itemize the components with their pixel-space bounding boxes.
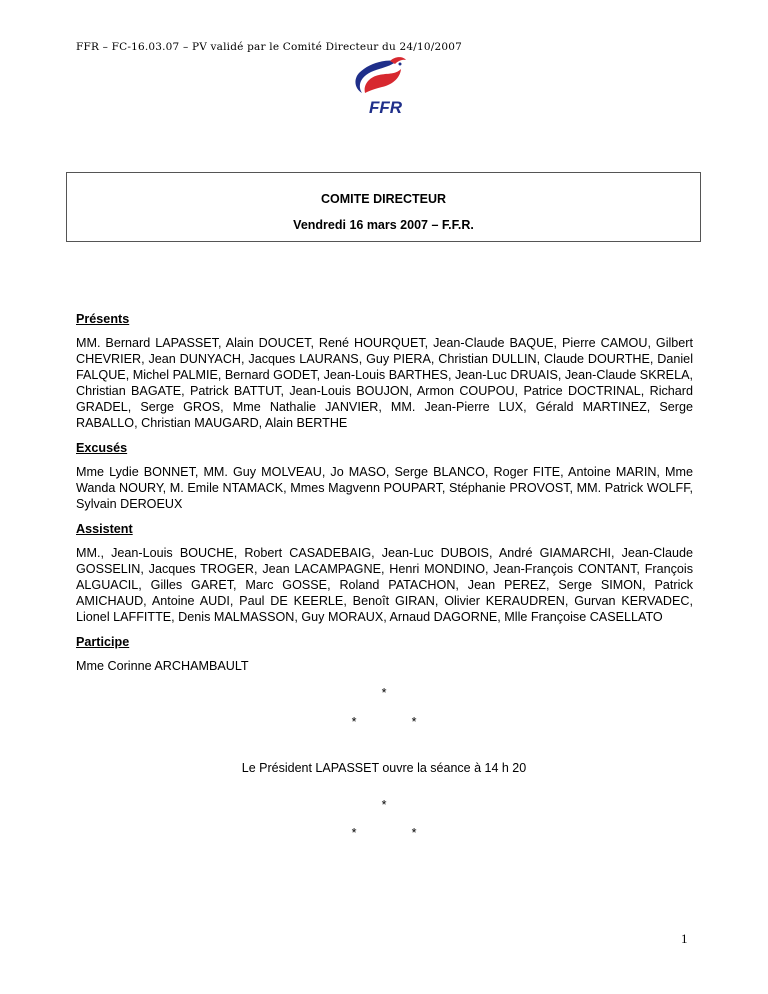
svg-text:FFR: FFR [369, 98, 403, 117]
document-title: COMITE DIRECTEUR [321, 192, 446, 206]
attendance-content [76, 311, 693, 674]
separator-stars-bottom-2: * * [351, 826, 417, 840]
opening-statement: Le Président LAPASSET ouvre la séance à 14 h 20 [241, 761, 527, 775]
participe-heading: Participe [76, 635, 130, 649]
presents-list: MM. Bernard LAPASSET, Alain DOUCET, René HOURQUET, Jean-Claude BAQUE, Pierre CAMOU, Gilbert CHEVRIER, Jean DUNYACH, Jacques LAURANS, Guy PIERA, Christian DULLIN, Claude DOURTHE, Daniel FALQUE, Michel PALMIE, Bernard GODET, Jean-Louis BARTHES, Jean-Luc DRUAIS, Jean-Claude SKRELA, Christian BAGATE, Patrick BATTUT, Jean-Louis BOUJON, Armon COUPOU, Patrice DOCTRINAL, Richard GRADEL, Serge GROS, Mme Nathalie JANVIER, MM. Jean-Pierre LUX, Gérald MARTINEZ, Serge RABALLO, Christian MAUGARD, Alain BERTHE [76, 336, 693, 430]
document-reference: FFR – FC-16.03.07 – PV validé par le Comité Directeur du 24/10/2007 [76, 41, 462, 53]
ffr-rooster-icon [345, 55, 417, 121]
ffr-logo [345, 55, 417, 121]
document-date: Vendredi 16 mars 2007 – F.F.R. [293, 218, 474, 232]
presents-heading: Présents [76, 312, 130, 326]
assistent-list: MM., Jean-Louis BOUCHE, Robert CASADEBAIG, Jean-Luc DUBOIS, André GIAMARCHI, Jean-Claude GOSSELIN, Jacques TROGER, Jean LACAMPAGNE, Henri MONDINO, Jean-François CONTANT, François ALGUACIL, Gilles GARET, Marc GOSSE, Roland PATACHON, Jean PEREZ, Serge SIMON, Patrick AMICHAUD, Antoine AUDI, Paul DE KEERLE, Benoît GIRAN, Olivier KERAUDREN, Gurvan KERVADEC, Lionel LAFFITTE, Denis MALMASSON, Guy MORAUX, Arnaud DAGORNE, Mlle Françoise CASELLATO [76, 546, 693, 624]
title-box [66, 172, 701, 242]
excuses-list: Mme Lydie BONNET, MM. Guy MOLVEAU, Jo MASO, Serge BLANCO, Roger FITE, Antoine MARIN, Mme Wanda NOURY, M. Emile NTAMACK, Mmes Magvenn POUPART, Stéphanie PROVOST, MM. Patrick WOLFF, Sylvain DEROEUX [76, 465, 693, 511]
separator-star-top-2: * [381, 798, 387, 812]
page-number: 1 [681, 931, 688, 946]
participe-list: Mme Corinne ARCHAMBAULT [76, 659, 249, 673]
excuses-heading: Excusés [76, 441, 128, 455]
separator-stars-bottom: * * [351, 715, 417, 729]
separator-star-top: * [381, 686, 387, 700]
assistent-heading: Assistent [76, 522, 133, 536]
